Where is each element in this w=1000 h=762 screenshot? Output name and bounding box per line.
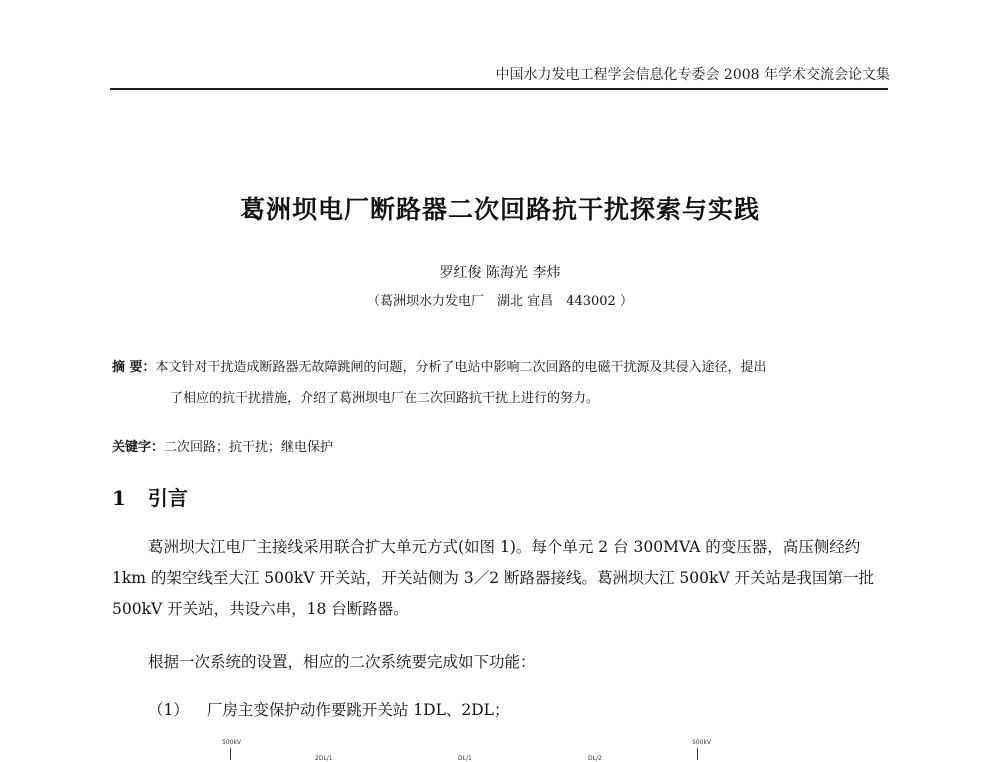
keywords [112, 436, 890, 455]
section-number: 1 [112, 486, 126, 510]
keywords-text: 二次回路；抗干扰；继电保护 [164, 440, 334, 455]
section-heading [112, 482, 188, 511]
paper-authors: 罗红俊 陈海光 李炜 [439, 265, 561, 281]
list-item-1 [148, 698, 509, 720]
paper-title: 葛洲坝电厂断路器二次回路抗干扰探索与实践 [239, 195, 760, 224]
figure-bus-line-left [230, 748, 231, 760]
figure-label-5: 500kV [692, 739, 712, 746]
list-item-text: 厂房主变保护动作要跳开关站 1DL、2DL； [206, 701, 510, 719]
figure-label-4: DL/2 [588, 755, 602, 762]
abstract-line-1 [112, 352, 890, 383]
abstract-line-2: 了相应的抗干扰措施，介绍了葛洲坝电厂在二次回路抗干扰上进行的努力。 [170, 391, 600, 406]
running-header: 中国水力发电工程学会信息化专委会 2008 年学术交流会论文集 [495, 67, 890, 83]
figure-1-partial [200, 735, 760, 760]
figure-bus-line-right [697, 748, 698, 760]
keywords-label: 关键字： [112, 440, 165, 455]
abstract [112, 352, 890, 414]
abstract-text-1: 本文针对干扰造成断路器无故障跳闸的问题，分析了电站中影响二次回路的电磁干扰源及其侵入途径，提出 [155, 360, 767, 375]
section-title: 引言 [147, 486, 188, 510]
figure-label-1: 500kV [222, 739, 242, 746]
list-item-number: （1） [148, 701, 189, 719]
figure-label-2: 2DL/1 [315, 755, 333, 762]
paper-affiliation: （葛洲坝水力发电厂 湖北 宜昌 443002 ） [367, 294, 633, 309]
figure-label-3: DL/1 [458, 755, 472, 762]
body-paragraph-2: 根据一次系统的设置，相应的二次系统要完成如下功能： [148, 653, 536, 671]
header-rule [110, 88, 888, 90]
body-paragraph-1: 葛洲坝大江电厂主接线采用联合扩大单元方式(如图 1)。每个单元 2 台 300MVA 的变压器，高压侧经约 1km 的架空线至大江 500kV 开关站，开关站侧为 3／2 断路器接线。葛洲坝大江 500kV 开关站是我国第一批 500kV 开关站，共设六串，18 台断路器。 [112, 538, 875, 618]
abstract-label: 摘 要： [112, 360, 156, 375]
